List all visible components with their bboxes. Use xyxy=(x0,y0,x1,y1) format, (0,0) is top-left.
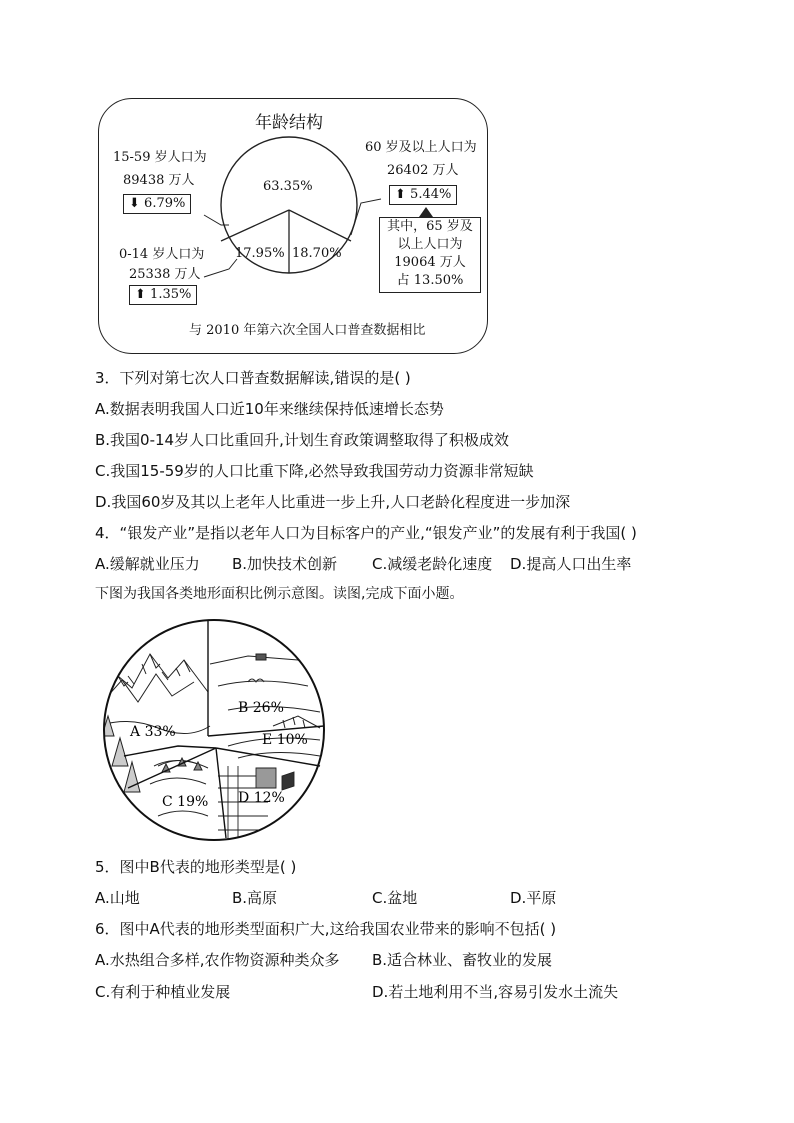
arrow-down-icon: ⬇ xyxy=(129,196,140,211)
label-0-14-line2: 25338 万人 xyxy=(129,267,201,282)
q4-option-d: D.提高人口出生率 xyxy=(510,555,632,573)
label-15-59-line1: 15-59 岁人口为 xyxy=(113,150,207,165)
q6-option-d: D.若土地利用不当,容易引发水土流失 xyxy=(372,983,619,1001)
pie-label-60-plus: 18.70% xyxy=(292,246,342,261)
figure2-intro: 下图为我国各类地形面积比例示意图。读图,完成下面小题。 xyxy=(95,586,464,602)
q4-option-c: C.减缓老龄化速度 xyxy=(372,555,493,573)
label-15-59-line2: 89438 万人 xyxy=(123,173,195,188)
label-60-plus-line2: 26402 万人 xyxy=(387,163,459,178)
change-value-15-59: 6.79% xyxy=(144,196,186,211)
change-badge-15-59 xyxy=(123,194,191,214)
segment-b-label: B 26% xyxy=(238,700,284,716)
landform-pie-illustration xyxy=(98,616,330,846)
q5-option-d: D.平原 xyxy=(510,889,557,907)
q5-option-a: A.山地 xyxy=(95,889,140,907)
change-badge-60-plus xyxy=(389,185,457,205)
pie-label-15-59: 63.35% xyxy=(263,179,313,194)
label-0-14-line1: 0-14 岁人口为 xyxy=(119,247,205,262)
q3-option-c: C.我国15-59岁的人口比重下降,必然导致我国劳动力资源非常短缺 xyxy=(95,462,534,480)
note-line4: 占 13.50% xyxy=(396,273,464,288)
mountain-scenery xyxy=(98,654,210,792)
label-60-plus-line1: 60 岁及以上人口为 xyxy=(365,140,477,155)
pie-divider-right xyxy=(289,210,351,241)
segment-d-label: D 12% xyxy=(238,790,285,806)
note-65-plus xyxy=(379,217,481,293)
q6-stem: 6．图中A代表的地形类型面积广大,这给我国农业带来的影响不包括( ) xyxy=(95,920,557,938)
pie-label-0-14: 17.95% xyxy=(235,246,285,261)
note-line3: 19064 万人 xyxy=(394,255,466,270)
arrow-up-icon: ⬆ xyxy=(135,287,146,302)
leader-0-14 xyxy=(204,259,237,277)
q6-option-a: A.水热组合多样,农作物资源种类众多 xyxy=(95,951,340,969)
change-value-60-plus: 5.44% xyxy=(410,187,452,202)
q6-option-c: C.有利于种植业发展 xyxy=(95,983,231,1001)
change-value-0-14: 1.35% xyxy=(150,287,192,302)
landform-area-figure xyxy=(98,616,330,846)
q5-option-b: B.高原 xyxy=(232,889,278,907)
figure-title: 年龄结构 xyxy=(255,113,323,133)
q5-option-c: C.盆地 xyxy=(372,889,418,907)
q5-stem: 5．图中B代表的地形类型是( ) xyxy=(95,858,297,876)
leader-15-59 xyxy=(204,215,229,225)
q3-stem: 3．下列对第七次人口普查数据解读,错误的是( ) xyxy=(95,369,411,387)
figure-footer: 与 2010 年第六次全国人口普查数据相比 xyxy=(189,323,426,338)
segment-a-label: A 33% xyxy=(130,724,176,740)
segment-e-label: E 10% xyxy=(262,732,308,748)
q3-option-b: B.我国0-14岁人口比重回升,计划生育政策调整取得了积极成效 xyxy=(95,431,509,449)
q4-option-a: A.缓解就业压力 xyxy=(95,555,200,573)
segment-c-label: C 19% xyxy=(162,794,209,810)
pie-divider-left xyxy=(221,210,289,241)
q3-option-a: A.数据表明我国人口近10年来继续保持低速增长态势 xyxy=(95,400,444,418)
age-structure-figure xyxy=(98,98,488,354)
q6-option-b: B.适合林业、畜牧业的发展 xyxy=(372,951,553,969)
q4-stem: 4．“银发产业”是指以老年人口为目标客户的产业,“银发产业”的发展有利于我国( ) xyxy=(95,524,637,542)
arrow-up-icon: ⬆ xyxy=(395,187,406,202)
q4-option-b: B.加快技术创新 xyxy=(232,555,338,573)
q3-option-d: D.我国60岁及其以上老年人比重进一步上升,人口老龄化程度进一步加深 xyxy=(95,493,571,511)
note-line2: 以上人口为 xyxy=(397,237,463,252)
change-badge-0-14 xyxy=(129,285,197,305)
note-line1: 其中，65 岁及 xyxy=(387,219,473,234)
note-pointer xyxy=(419,207,433,217)
